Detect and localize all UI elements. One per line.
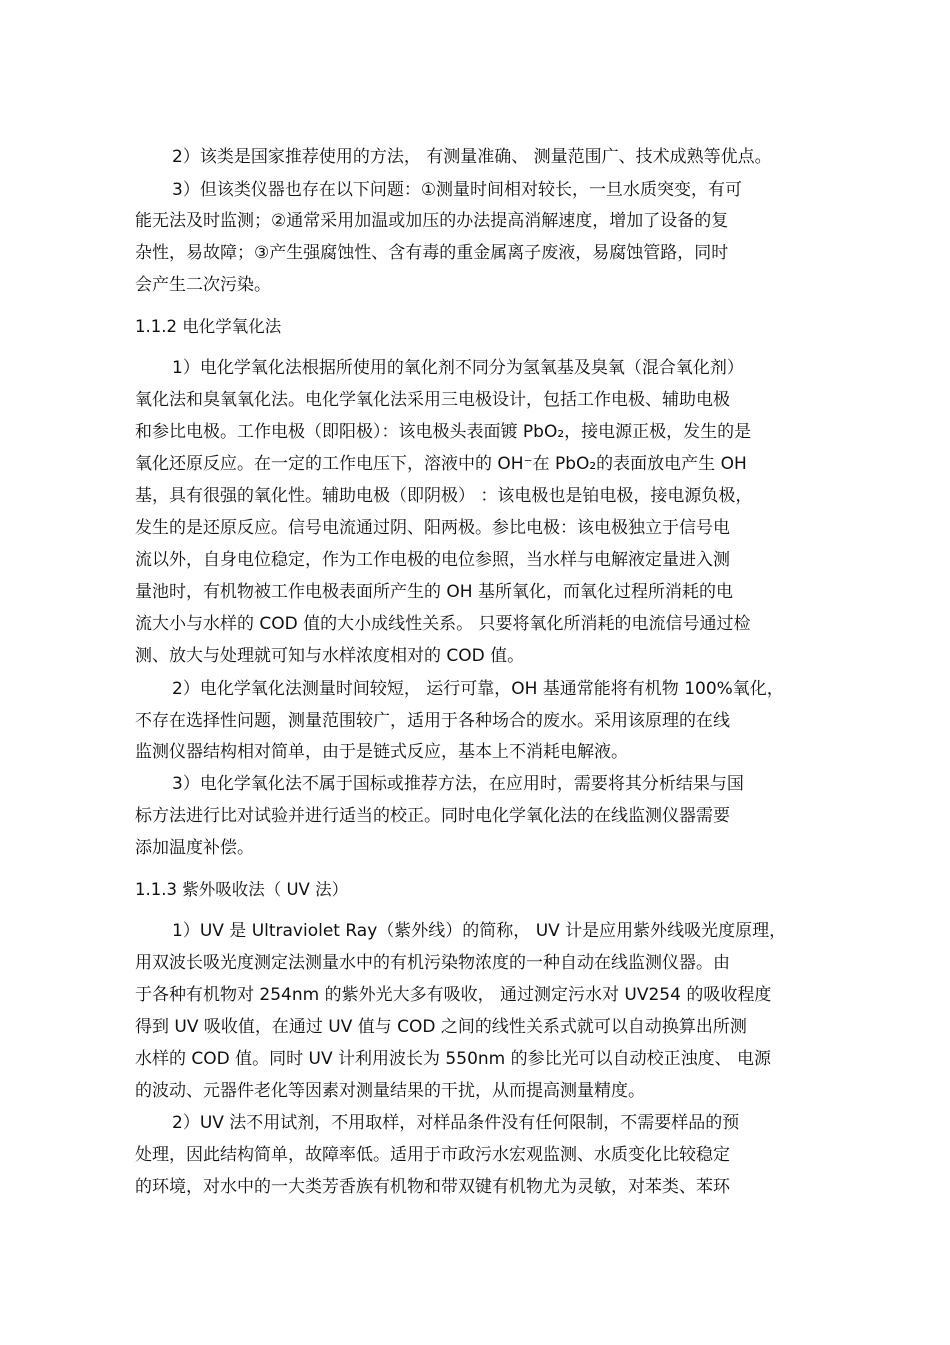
paragraph-line: 杂性，易故障；③产生强腐蚀性、含有毒的重金属离子废液，易腐蚀管路，同时 — [135, 243, 729, 263]
paragraph-line: 测、放大与处理就可知与水样浓度相对的 COD 值。 — [135, 646, 525, 666]
paragraph-line: 的环境，对水中的一大类芳香族有机物和带双键有机物尤为灵敏，对苯类、苯环 — [135, 1177, 730, 1197]
paragraph-line: 不存在选择性问题，测量范围较广，适用于各种场合的废水。采用该原理的在线 — [135, 711, 730, 731]
paragraph-line: 水样的 COD 值。同时 UV 计利用波长为 550nm 的参比光可以自动校正浊度、 电源 — [135, 1049, 772, 1069]
paragraph-line: 2）UV 法不用试剂，不用取样，对样品条件没有任何限制，不需要样品的预 — [172, 1113, 740, 1133]
paragraph-line: 能无法及时监测；②通常采用加温或加压的办法提高消解速度，增加了设备的复 — [135, 211, 729, 231]
paragraph-line: 2）电化学氧化法测量时间较短， 运行可靠，OH 基通常能将有机物 100%氧化， — [172, 679, 784, 699]
paragraph-line: 处理，因此结构简单，故障率低。适用于市政污水宏观监测、水质变化比较稳定 — [135, 1145, 730, 1165]
paragraph-line: 1）UV 是 Ultraviolet Ray（紫外线）的简称， UV 计是应用紫外线吸光度原理， — [172, 921, 787, 941]
paragraph-line: 会产生二次污染。 — [135, 275, 271, 295]
paragraph-line: 和参比电极。工作电极（即阳极）：该电极头表面镀 PbO₂，接电源正极，发生的是 — [135, 422, 752, 442]
paragraph-line: 添加温度补偿。 — [135, 838, 254, 858]
paragraph-line: 用双波长吸光度测定法测量水中的有机污染物浓度的一种自动在线监测仪器。由 — [135, 953, 730, 973]
paragraph-line: 1）电化学氧化法根据所使用的氧化剂不同分为氢氧基及臭氧（混合氧化剂） — [172, 358, 744, 378]
paragraph-line: 流以外，自身电位稳定，作为工作电极的电位参照，当水样与电解液定量进入测 — [135, 550, 730, 570]
paragraph-line: 氧化还原反应。在一定的工作电压下，溶液中的 OH⁻在 PbO₂的表面放电产生 OH — [135, 454, 747, 474]
paragraph-line: 监测仪器结构相对简单，由于是链式反应，基本上不消耗电解液。 — [135, 742, 628, 762]
paragraph-line: 3）电化学氧化法不属于国标或推荐方法，在应用时，需要将其分析结果与国 — [172, 774, 744, 794]
paragraph-line: 氧化法和臭氧氧化法。电化学氧化法采用三电极设计，包括工作电极、辅助电极 — [135, 390, 730, 410]
paragraph-line: 标方法进行比对试验并进行适当的校正。同时电化学氧化法的在线监测仪器需要 — [135, 806, 730, 826]
paragraph-line: 3）但该类仪器也存在以下问题：①测量时间相对较长，一旦水质突变，有可 — [172, 180, 743, 200]
paragraph-line: 得到 UV 吸收值，在通过 UV 值与 COD 之间的线性关系式就可以自动换算出所测 — [135, 1017, 747, 1037]
paragraph-line: 发生的是还原反应。信号电流通过阴、阳两极。参比电极：该电极独立于信号电 — [135, 518, 730, 538]
paragraph-line: 流大小与水样的 COD 值的大小成线性关系。 只要将氧化所消耗的电流信号通过检 — [135, 614, 751, 634]
paragraph-line: 基，具有很强的氧化性。辅助电极（即阴极） ：该电极也是铂电极，接电源负极， — [135, 486, 753, 506]
paragraph-line: 量池时，有机物被工作电极表面所产生的 OH 基所氧化，而氧化过程所消耗的电 — [135, 582, 733, 602]
paragraph-line: 于各种有机物对 254nm 的紫外光大多有吸收， 通过测定污水对 UV254 的吸收程度 — [135, 985, 772, 1005]
section-heading: 1.1.3 紫外吸收法（ UV 法） — [135, 880, 349, 899]
paragraph-line: 的波动、元器件老化等因素对测量结果的干扰，从而提高测量精度。 — [135, 1081, 645, 1101]
paragraph-line: 2）该类是国家推荐使用的方法， 有测量准确、 测量范围广、技术成熟等优点。 — [172, 147, 772, 167]
section-heading: 1.1.2 电化学氧化法 — [135, 317, 282, 336]
